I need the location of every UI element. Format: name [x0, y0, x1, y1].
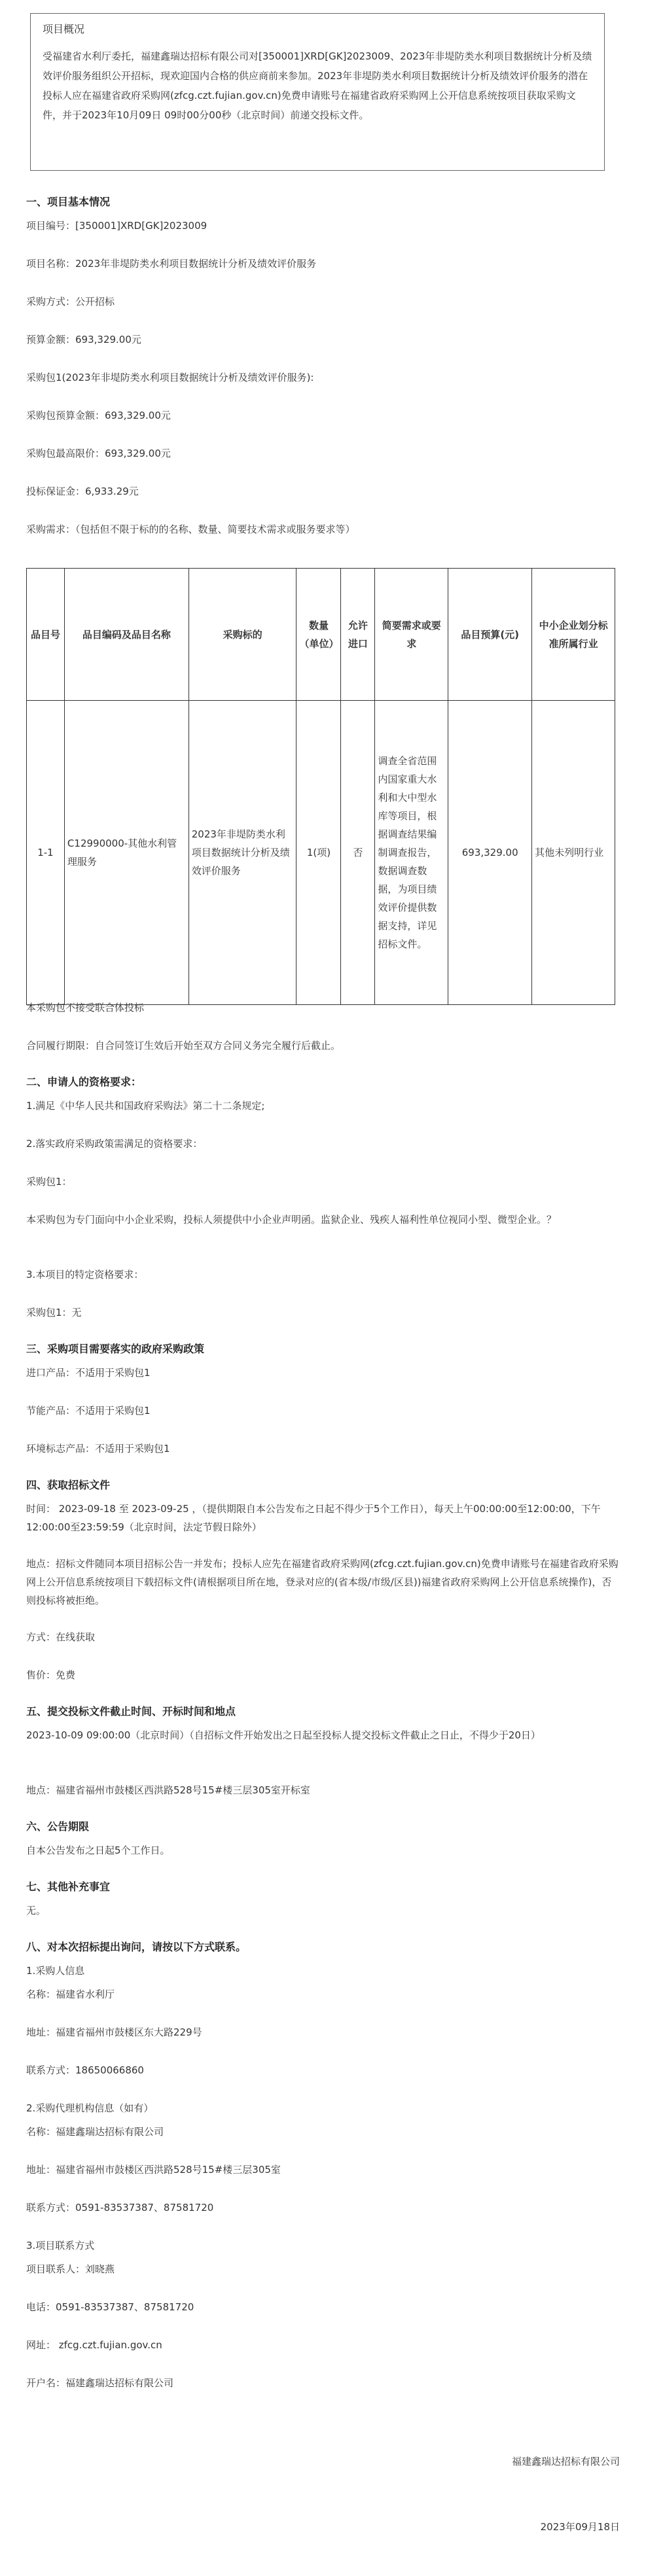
table-cell: 1-1: [27, 701, 65, 1005]
package-max-price: 采购包最高限价：693,329.00元: [26, 448, 171, 459]
section-1-heading: 一、项目基本情况: [26, 196, 111, 208]
policy-import: 进口产品：不适用于采购包1: [26, 1367, 151, 1379]
footer-organization: 福建鑫瑞达招标有限公司: [511, 2456, 620, 2467]
qualification-3: 3.本项目的特定资格要求：: [26, 1269, 144, 1280]
deadline-time: 2023-10-09 09:00:00（北京时间）（自招标文件开始发出之日起至投标人提交投标文件截止之日止，不得少于20日）: [26, 1729, 541, 1741]
table-cell: 2023年非堤防类水利项目数据统计分析及绩效评价服务: [188, 701, 296, 1005]
table-cell: 其他未列明行业: [532, 701, 615, 1005]
col-header: 品目编码及品目名称: [64, 569, 188, 701]
account-name: 开户名：福建鑫瑞达招标有限公司: [26, 2377, 174, 2389]
section-7-heading: 七、其他补充事宜: [26, 1880, 111, 1893]
col-header: 简要需求或要求: [375, 569, 448, 701]
obtain-place: 地点：招标文件随同本项目招标公告一并发布；投标人应先在福建省政府采购网(zfcg.czt.fujian.gov.cn)免费申请账号在福建省政府采购网上公开信息系统按项目下载招标文件(请根据项目所在地，登录对应的(省本级/市级/区县))福建省政府采购网上公开信息系统操作)，否则投标将被拒绝。: [26, 1558, 619, 1606]
col-header: 中小企业划分标准所属行业: [532, 569, 615, 701]
col-header: 数量（单位）: [296, 569, 341, 701]
table-cell: 693,329.00: [448, 701, 532, 1005]
section-5-heading: 五、提交投标文件截止时间、开标时间和地点: [26, 1705, 236, 1718]
qualification-special: 采购包1：无: [26, 1307, 82, 1318]
project-overview-box: [30, 13, 605, 171]
purchaser-name: 名称：福建省水利厅: [26, 1988, 115, 2000]
budget-amount: 预算金额：693,329.00元: [26, 334, 141, 345]
project-contact-person: 项目联系人：刘晓燕: [26, 2263, 115, 2275]
purchaser-phone: 联系方式：18650066860: [26, 2064, 144, 2076]
project-contact-title: 3.项目联系方式: [26, 2240, 95, 2251]
package-title: 采购包1(2023年非堤防类水利项目数据统计分析及绩效评价服务):: [26, 372, 314, 383]
table-cell: 1(项): [296, 701, 341, 1005]
notice-period: 自本公告发布之日起5个工作日。: [26, 1844, 170, 1856]
table-row: [27, 701, 615, 1005]
agency-info-title: 2.采购代理机构信息（如有）: [26, 2102, 154, 2114]
section-8-heading: 八、对本次招标提出询问，请按以下方式联系。: [26, 1941, 247, 1953]
table-cell: C12990000-其他水利管理服务: [64, 701, 188, 1005]
overview-text: 受福建省水利厅委托，福建鑫瑞达招标有限公司对[350001]XRD[GK]2023009、2023年非堤防类水利项目数据统计分析及绩效评价服务组织公开招标，现欢迎国内合格的供应商前来参加。2023年非堤防类水利项目数据统计分析及绩效评价服务的潜在投标人应在福建省政府采购网(zfcg.czt.fujian.gov.cn)免费申请账号在福建省政府采购网上公开信息系统按项目获取采购文件，并于2023年10月09日 09时00分00秒（北京时间）前递交投标文件。: [43, 50, 592, 121]
section-2-heading: 二、申请人的资格要求：: [26, 1076, 142, 1088]
policy-energy: 节能产品：不适用于采购包1: [26, 1405, 151, 1417]
col-header: 允许进口: [341, 569, 375, 701]
table-header-row: [27, 569, 615, 701]
agency-phone: 联系方式：0591-83537387、87581720: [26, 2202, 214, 2214]
package-budget: 采购包预算金额：693,329.00元: [26, 410, 171, 421]
table-cell: 调查全省范围内国家重大水利和大中型水库等项目，根据调查结果编制调查报告，数据调查数据，为项目绩效评价提供数据支持，详见招标文件。: [375, 701, 448, 1005]
obtain-time: 时间： 2023-09-18 至 2023-09-25 ，（提供期限自本公告发布之日起不得少于5个工作日），每天上午00:00:00至12:00:00，下午12:00:00至23:59:59（北京时间，法定节假日除外）: [26, 1503, 601, 1533]
contract-period: 合同履行期限：自合同签订生效后开始至双方合同义务完全履行后截止。: [26, 1040, 341, 1051]
consortium-note: 本采购包不接受联合体投标: [26, 1002, 145, 1014]
qualification-package-text: 本采购包为专门面向中小企业采购，投标人须提供中小企业声明函。监狱企业、残疾人福利性单位视同小型、微型企业。？: [26, 1214, 557, 1226]
obtain-way: 方式：在线获取: [26, 1631, 96, 1643]
qualification-package: 采购包1：: [26, 1176, 72, 1188]
obtain-price: 售价：免费: [26, 1669, 76, 1681]
agency-name: 名称：福建鑫瑞达招标有限公司: [26, 2126, 164, 2138]
purchaser-info-title: 1.采购人信息: [26, 1965, 85, 1977]
qualification-1: 1.满足《中华人民共和国政府采购法》第二十二条规定;: [26, 1100, 265, 1112]
opening-place: 地点：福建省福州市鼓楼区西洪路528号15#楼三层305室开标室: [26, 1784, 310, 1796]
footer-date: 2023年09月18日: [540, 2521, 620, 2533]
section-6-heading: 六、公告期限: [26, 1820, 90, 1833]
project-contact-phone: 电话：0591-83537387、87581720: [26, 2301, 194, 2313]
bid-deposit: 投标保证金：6,933.29元: [26, 485, 139, 497]
website: 网址： zfcg.czt.fujian.gov.cn: [26, 2339, 162, 2351]
supplementary: 无。: [26, 1905, 46, 1916]
col-header: 品目号: [27, 569, 65, 701]
policy-environment: 环境标志产品：不适用于采购包1: [26, 1443, 170, 1455]
col-header: 采购标的: [188, 569, 296, 701]
requirements-table: [26, 568, 615, 1005]
overview-title: 项目概况: [43, 23, 85, 35]
col-header: 品目预算(元): [448, 569, 532, 701]
project-number: 项目编号：[350001]XRD[GK]2023009: [26, 220, 207, 232]
qualification-2: 2.落实政府采购政策需满足的资格要求：: [26, 1138, 203, 1150]
procurement-demand: 采购需求：（包括但不限于标的的名称、数量、简要技术需求或服务要求等）: [26, 523, 355, 535]
agency-address: 地址：福建省福州市鼓楼区西洪路528号15#楼三层305室: [26, 2164, 281, 2176]
purchaser-address: 地址：福建省福州市鼓楼区东大路229号: [26, 2026, 202, 2038]
project-name: 项目名称：2023年非堤防类水利项目数据统计分析及绩效评价服务: [26, 258, 317, 270]
section-3-heading: 三、采购项目需要落实的政府采购政策: [26, 1343, 205, 1355]
section-4-heading: 四、获取招标文件: [26, 1479, 111, 1491]
procurement-method: 采购方式：公开招标: [26, 296, 115, 308]
table-cell: 否: [341, 701, 375, 1005]
